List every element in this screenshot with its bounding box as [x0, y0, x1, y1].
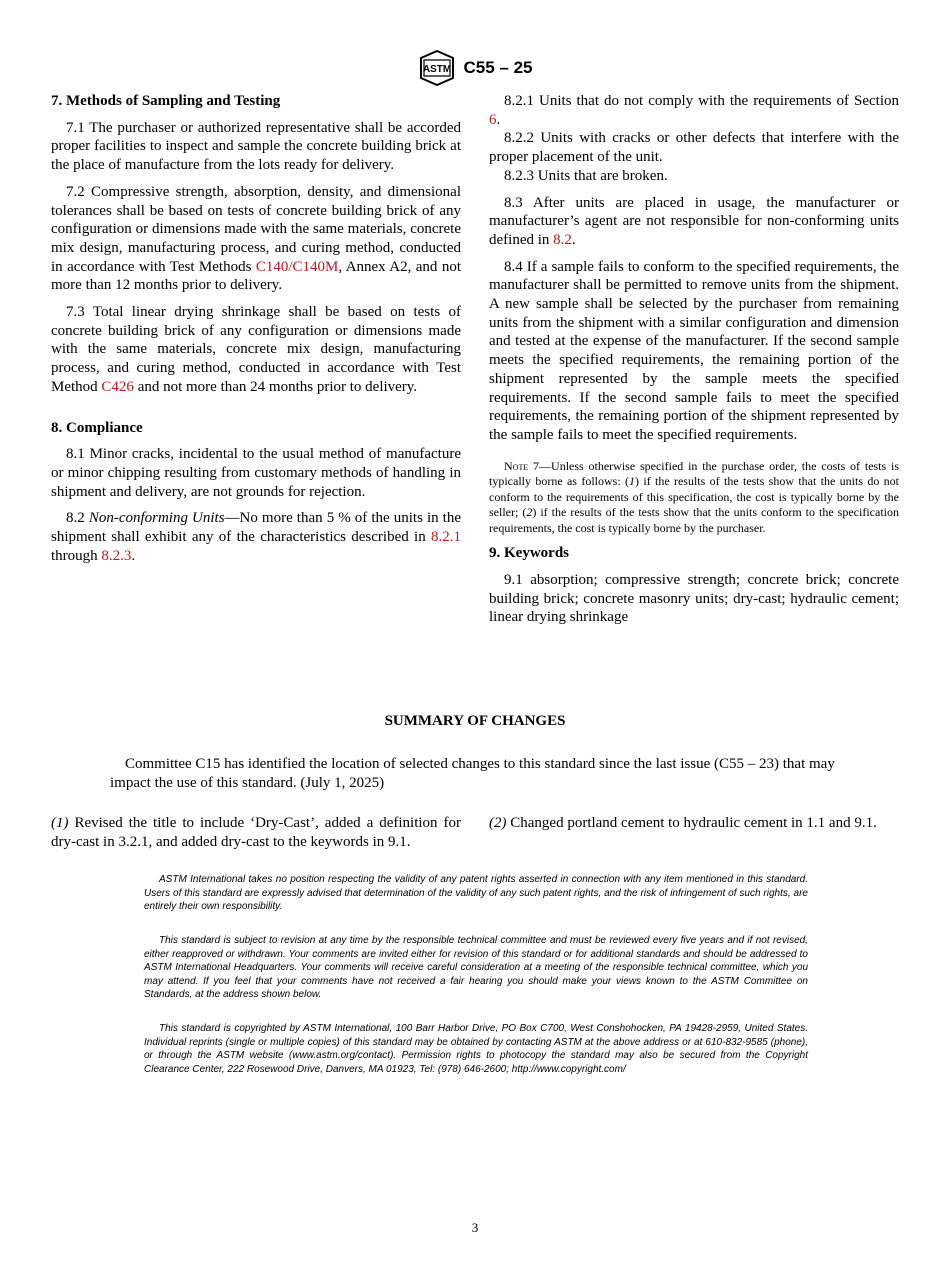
change-item-1: (1) Revised the title to include ‘Dry-Cast’, added a definition for dry-cast in 3.2.1, and added dry-cast to the keywords in 9.1. [51, 815, 461, 850]
standard-designation: C55 – 25 [463, 58, 533, 77]
section-7-heading: 7. Methods of Sampling and Testing [51, 93, 281, 109]
paragraph-7-2: 7.2 Compressive strength, absorption, density, and dimensional tolerances shall be based on tests of concrete building brick of any configuration or dimensions made with the same materials, concrete mix design, manufacturing process, and curing method, conducted in accordance with Test Methods C140/C140M, Annex A2, and not more than 12 months prior to delivery. [51, 183, 461, 294]
paragraph-8-3: 8.3 After units are placed in usage, the manufacturer or manufacturer’s agent are not responsible for non-conforming units defined in 8.2. [489, 194, 899, 248]
section-9-heading: 9. Keywords [489, 545, 569, 562]
section-8-heading: 8. Compliance [51, 419, 143, 436]
astm-logo [418, 50, 456, 86]
ref-8-2-1[interactable]: 8.2.1 [431, 529, 461, 546]
page-header [0, 50, 950, 86]
ref-c140[interactable]: C140/C140M [255, 258, 339, 275]
paragraph-8-2-1: 8.2.1 Units that do not comply with the requirements of Section 6. [489, 93, 899, 128]
left-column [51, 92, 461, 565]
revision-disclaimer: This standard is subject to revision at any time by the responsible technical committee and must be reviewed every five years and if not revised, either reapproved or withdrawn. Your comments are invited either for revision of this standard or for additional standards and should be addressed to ASTM International Headquarters. Your comments will receive careful consideration at a meeting of the responsible technical committee, which you may attend. If you feel that your comments have not received a fair hearing you should make your views known to the ASTM Committee on Standards, at the address shown below. [144, 935, 808, 1000]
svg-text:ASTM: ASTM [422, 64, 451, 75]
patent-disclaimer: ASTM International takes no position respecting the validity of any patent rights asserted in connection with any item mentioned in this standard. Users of this standard are expressly advised that determination of the validity of any such patent rights, and the risk of infringement of such rights, are entirely their own responsibility. [144, 874, 808, 912]
paragraph-8-1: 8.1 Minor cracks, incidental to the usual method of manufacture or minor chipping resulting from customary methods of handling in shipment and delivery, are not grounds for rejection. [51, 446, 461, 500]
right-column [489, 92, 899, 627]
ref-c426[interactable]: C426 [101, 378, 134, 395]
summary-intro: Committee C15 has identified the location of selected changes to this standard since the last issue (C55 – 23) that may impact the use of this standard. (July 1, 2025) [110, 756, 835, 791]
ref-8-2[interactable]: 8.2 [553, 231, 572, 248]
paragraph-7-3: 7.3 Total linear drying shrinkage shall be based on tests of concrete building brick of any configuration or dimensions made with the same materials, concrete mix design, manufacturing process, and curing method, conducted in accordance with Test Method C426 and not more than 24 months prior to delivery. [51, 304, 461, 395]
copyright-notice: This standard is copyrighted by ASTM International, 100 Barr Harbor Drive, PO Box C700, West Conshohocken, PA 19428-2959, United States. Individual reprints (single or multiple copies) of this standard may be obtained by contacting ASTM at the above address or at 610-832-9585 (phone), or through the ASTM website (www.astm.org/contact). Permission rights to photocopy the standard may also be secured from the Copyright Clearance Center, 222 Rosewood Drive, Danvers, MA 01923, Tel: (978) 646-2600; http://www.copyright.com/ [144, 1023, 808, 1075]
change-item-2: (2) Changed portland cement to hydraulic cement in 1.1 and 9.1. [489, 815, 877, 831]
paragraph-9-1: 9.1 absorption; compressive strength; concrete brick; concrete building brick; concrete masonry units; dry-cast; hydraulic cement; linear drying shrinkage [489, 571, 899, 626]
summary-title: SUMMARY OF CHANGES [384, 713, 566, 729]
paragraph-8-4: 8.4 If a sample fails to conform to the specified requirements, the manufacturer shall be permitted to remove units from the shipment. A new sample shall be selected by the purchaser from remaining units from the shipment with a similar configuration and dimension and tested at the expense of the manufacturer. If the second sample meets the specified requirements, the remaining portion of the shipment represented by the sample meets the specified requirements. If the second sample fails to meet the specified requirements, the remaining portion of the shipment represented by the sample fails to meet the specified requirements. [489, 258, 899, 443]
paragraph-8-2-2: 8.2.2 Units with cracks or other defects that interfere with the proper placement of the unit. [489, 130, 899, 166]
ref-8-2-3[interactable]: 8.2.3 [101, 547, 132, 564]
paragraph-8-2: 8.2 Non-conforming Units—No more than 5 % of the units in the shipment shall exhibit any of the characteristics described in 8.2.1 through 8.2.3. [51, 510, 462, 564]
page-number: 3 [471, 1220, 479, 1235]
ref-section-6[interactable]: 6 [489, 111, 497, 128]
note-7: Note 7—Unless otherwise specified in the purchase order, the costs of tests is typically borne as follows: (1) if the results of the tests show that the units do not conform to the requirements of this specification, the cost is typically borne by the seller; (2) if the results of the tests show that the units conform to the specification requirements, the cost is typically borne by the purchaser. [489, 458, 899, 535]
paragraph-7-1: 7.1 The purchaser or authorized representative shall be accorded proper facilities to inspect and sample the concrete building brick at the place of manufacture from the lots ready for delivery. [51, 119, 461, 174]
paragraph-8-2-3: 8.2.3 Units that are broken. [504, 167, 668, 184]
